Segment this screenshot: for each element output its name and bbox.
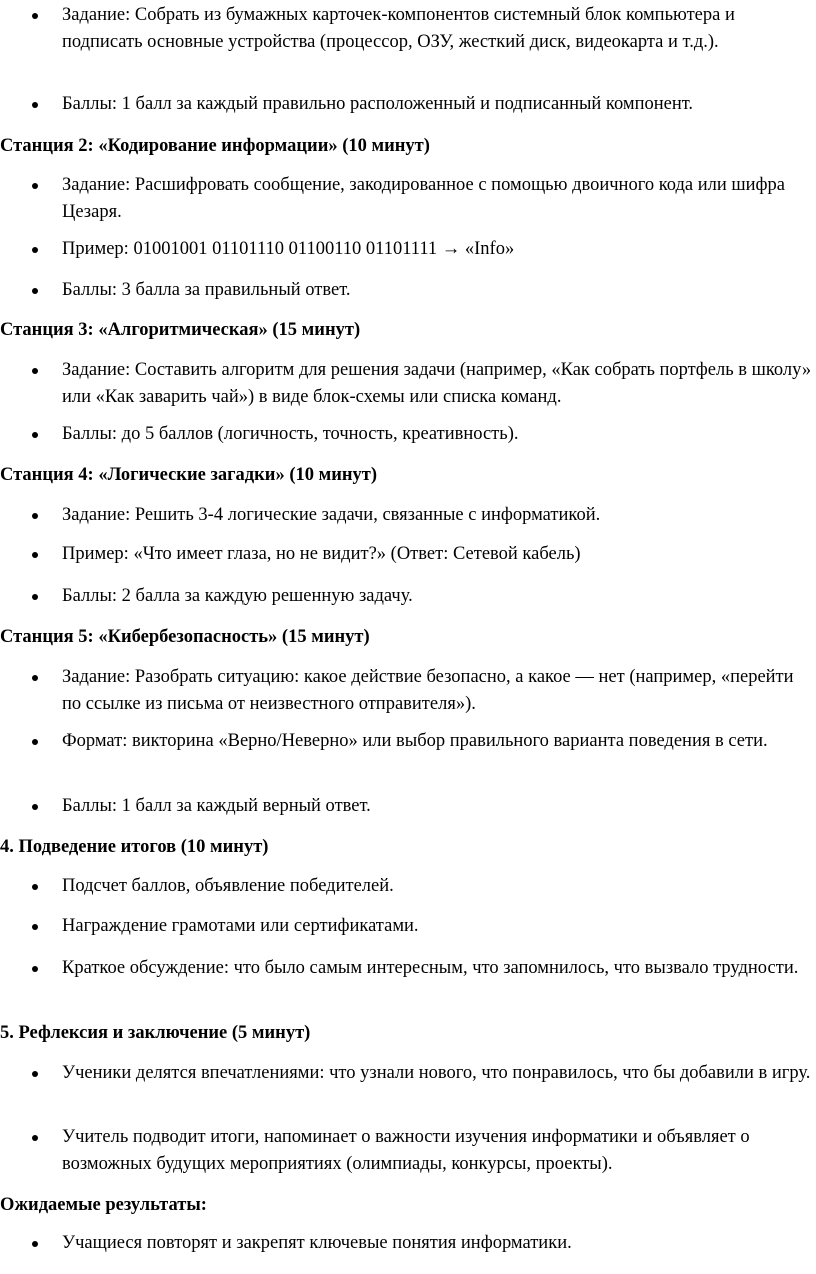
item-text: Ученики делятся впечатлениями: что узнали нового, что понравилось, что бы добавили в игру.	[62, 1063, 811, 1083]
list-item	[62, 955, 816, 982]
section-heading: 4. Подведение итогов (10 минут)	[0, 837, 269, 857]
list-item	[62, 873, 816, 900]
list-item	[62, 502, 816, 529]
list-item	[62, 793, 816, 820]
list-item	[62, 1060, 816, 1087]
list-item	[62, 913, 816, 940]
bullet-icon	[32, 513, 38, 519]
list-item	[62, 357, 816, 411]
item-text: Пример: 01001001 01101110 01100110 01101111 → «Info»	[62, 239, 515, 259]
bullet-icon	[32, 675, 38, 681]
item-text: Награждение грамотами или сертификатами.	[62, 916, 419, 936]
bullet-icon	[32, 966, 38, 972]
item-text: Задание: Собрать из бумажных карточек-компонентов системный блок компьютера и подписать основные устройства (процессор, ОЗУ, жесткий диск, видеокарта и т.д.).	[62, 5, 735, 52]
item-text: Учитель подводит итоги, напоминает о важности изучения информатики и объявляет о возможных будущих мероприятиях (олимпиады, конкурсы, проекты).	[62, 1127, 750, 1174]
bullet-icon	[32, 924, 38, 930]
list-item	[62, 91, 816, 118]
item-text: Баллы: 1 балл за каждый правильно расположенный и подписанный компонент.	[62, 94, 694, 114]
list-item	[62, 541, 816, 568]
bullet-icon	[32, 368, 38, 374]
item-text: Подсчет баллов, объявление победителей.	[62, 876, 394, 896]
bullet-icon	[32, 884, 38, 890]
bullet-icon	[32, 432, 38, 438]
item-text: Баллы: 3 балла за правильный ответ.	[62, 280, 351, 300]
section-heading: Станция 5: «Кибербезопасность» (15 минут)	[0, 627, 370, 647]
item-text: Баллы: 2 балла за каждую решенную задачу.	[62, 586, 413, 606]
section-heading: 5. Рефлексия и заключение (5 минут)	[0, 1023, 311, 1043]
item-text: Задание: Расшифровать сообщение, закодированное с помощью двоичного кода или шифра Цезаря.	[62, 175, 785, 222]
list-item	[62, 236, 816, 263]
item-text: Пример: «Что имеет глаза, но не видит?» (Ответ: Сетевой кабель)	[62, 544, 581, 564]
list-item	[62, 728, 816, 755]
item-text: Баллы: до 5 баллов (логичность, точность, креативность).	[62, 424, 519, 444]
item-text: Баллы: 1 балл за каждый верный ответ.	[62, 796, 371, 816]
bullet-icon	[32, 1135, 38, 1141]
item-text: Краткое обсуждение: что было самым интересным, что запомнилось, что вызвало трудности.	[62, 958, 799, 978]
section-heading: Станция 2: «Кодирование информации» (10 минут)	[0, 136, 430, 156]
bullet-icon	[32, 102, 38, 108]
section-heading: Станция 3: «Алгоритмическая» (15 минут)	[0, 320, 361, 340]
bullet-icon	[32, 739, 38, 745]
item-text: Учащиеся повторят и закрепят ключевые понятия информатики.	[62, 1233, 572, 1253]
bullet-icon	[32, 804, 38, 810]
list-item	[62, 1124, 816, 1178]
item-text: Задание: Разобрать ситуацию: какое действие безопасно, а какое — нет (например, «перейти по ссылке из письма от неизвестного отправителя»).	[62, 667, 794, 714]
list-item	[62, 172, 816, 226]
section-heading: Станция 4: «Логические загадки» (10 минут)	[0, 465, 378, 485]
item-text: Задание: Составить алгоритм для решения задачи (например, «Как собрать портфель в школу» или «Как заварить чай») в виде блок-схемы или списка команд.	[62, 360, 812, 407]
list-item	[62, 1230, 816, 1257]
bullet-icon	[32, 552, 38, 558]
item-text: Задание: Решить 3-4 логические задачи, связанные с информатикой.	[62, 505, 601, 525]
bullet-icon	[32, 1241, 38, 1247]
list-item	[62, 2, 816, 56]
section-heading: Ожидаемые результаты:	[0, 1195, 207, 1215]
bullet-icon	[32, 1071, 38, 1077]
list-item	[62, 421, 816, 448]
bullet-icon	[32, 13, 38, 19]
bullet-icon	[32, 247, 38, 253]
list-item	[62, 277, 816, 304]
item-text: Формат: викторина «Верно/Неверно» или выбор правильного варианта поведения в сети.	[62, 731, 768, 751]
bullet-icon	[32, 288, 38, 294]
bullet-icon	[32, 183, 38, 189]
list-item	[62, 664, 816, 718]
list-item	[62, 583, 816, 610]
bullet-icon	[32, 594, 38, 600]
